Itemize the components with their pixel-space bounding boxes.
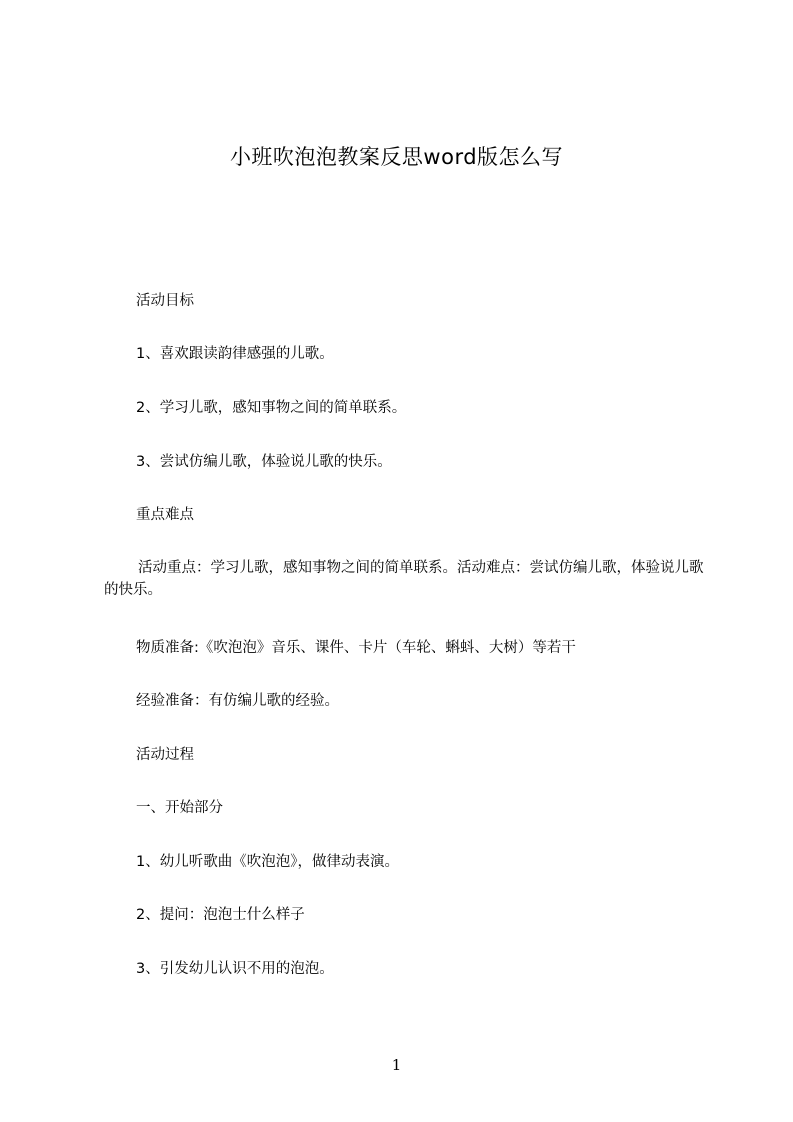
paragraph-step-1: 1、幼儿听歌曲《吹泡泡》，做律动表演。 bbox=[136, 854, 399, 870]
paragraph-step-3: 3、引发幼儿认识不用的泡泡。 bbox=[136, 961, 334, 977]
page-number: 1 bbox=[391, 1056, 402, 1074]
paragraph-goal-1: 1、喜欢跟读韵律感强的儿歌。 bbox=[136, 346, 334, 362]
paragraph-heading-keypoints: 重点难点 bbox=[136, 507, 194, 523]
paragraph-step-2: 2、提问：泡泡士什么样子 bbox=[136, 907, 305, 923]
paragraph-goal-3: 3、尝试仿编儿歌，体验说儿歌的快乐。 bbox=[136, 454, 392, 470]
paragraph-experience: 经验准备：有仿编儿歌的经验。 bbox=[136, 693, 339, 709]
paragraph-section-start: 一、开始部分 bbox=[136, 800, 223, 816]
paragraph-materials: 物质准备:《吹泡泡》音乐、课件、卡片（车轮、蝌蚪、大树）等若干 bbox=[136, 640, 576, 656]
paragraph-keypoints-body: 活动重点：学习儿歌，感知事物之间的简单联系。活动难点：尝试仿编儿歌，体验说儿歌的快乐。 bbox=[104, 560, 704, 598]
paragraph-goal-2: 2、学习儿歌，感知事物之间的简单联系。 bbox=[136, 400, 407, 416]
document-title: 小班吹泡泡教案反思word版怎么写 bbox=[229, 145, 564, 169]
paragraph-heading-process: 活动过程 bbox=[136, 747, 194, 763]
paragraph-heading-goals: 活动目标 bbox=[136, 293, 194, 309]
